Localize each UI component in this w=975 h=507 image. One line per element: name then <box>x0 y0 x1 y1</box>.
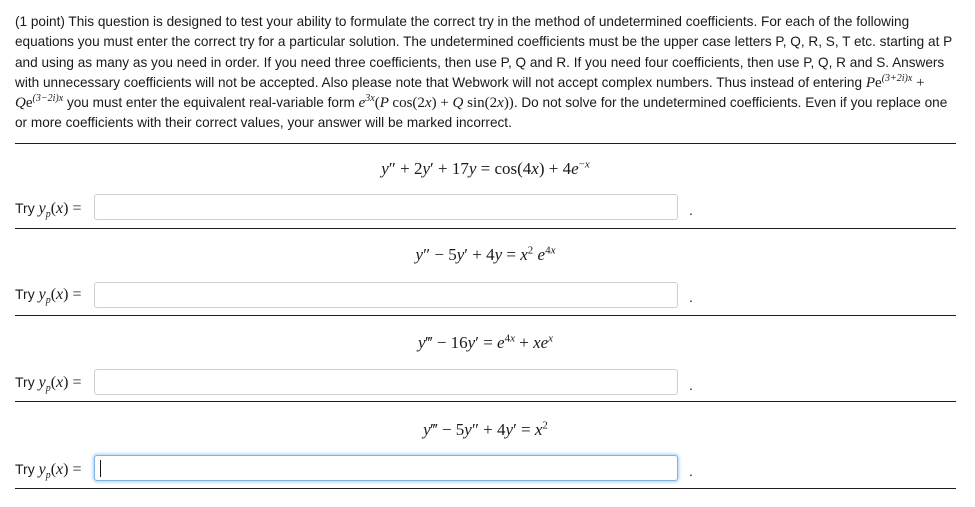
equation-4: y‴ − $5y'' + 4y' = x^2$ <box>423 419 548 439</box>
try-label-2: Try $y_p(x)$ = <box>15 286 82 307</box>
try-label-1: Try $y_p(x)$ = <box>15 200 82 221</box>
divider <box>15 315 956 316</box>
equation-1: $y'' + 2y' + 17y = \cos(4x) + 4e^{-x}$ <box>381 158 590 178</box>
answer-input-4[interactable] <box>94 455 678 481</box>
try-label-3: Try $y_p(x)$ = <box>15 374 82 395</box>
intro-text-3: . Do not solve for the undetermined coefficients. Even if you replace one or more coefficients with their correct values, your answer will be marked incorrect. <box>15 95 948 131</box>
equation-2: $y'' - 5y' + 4y = x^2$ $e^{4x}$ <box>415 244 556 264</box>
answer-input-2[interactable] <box>94 282 678 308</box>
divider <box>15 143 956 144</box>
divider <box>15 401 956 402</box>
example-real-form: $e^{3x}(P$ cos(2x) + Q sin(2x)) <box>358 93 514 112</box>
text-cursor <box>100 460 101 477</box>
example-complex-form: $Pe^{(3+2i)x} + Qe^{(3-2i)x}$ <box>15 72 925 112</box>
divider <box>15 488 956 489</box>
try-label-4: Try $y_p(x)$ = <box>15 461 82 482</box>
period-3: . <box>689 377 693 393</box>
problem-statement <box>15 12 960 134</box>
answer-input-3[interactable] <box>94 369 678 395</box>
answer-input-1[interactable] <box>94 194 678 220</box>
divider <box>15 228 956 229</box>
period-1: . <box>689 202 693 218</box>
intro-text-1: (1 point) This question is designed to test your ability to formulate the correct try in the method of undetermined coefficients. For each of the following equations you must enter the correct try for a particular solution. The undetermined coefficients must be the upper case letters P, Q, R, S, T etc. starting at P and using as many as you need in order. If you need three coefficients, then use P, Q and R. If you need four coefficients, then use P, Q, R and S. Answers with unnecessary coefficients will not be accepted. Also please note that Webwork will not accept complex numbers. Thus instead of entering <box>15 14 952 90</box>
intro-text-2: you must enter the equivalent real-variable form <box>66 95 355 111</box>
equation-3: y‴ − $16y' = e^{4x} + xe^x$ <box>417 332 554 352</box>
period-2: . <box>689 289 693 305</box>
period-4: . <box>689 463 693 479</box>
